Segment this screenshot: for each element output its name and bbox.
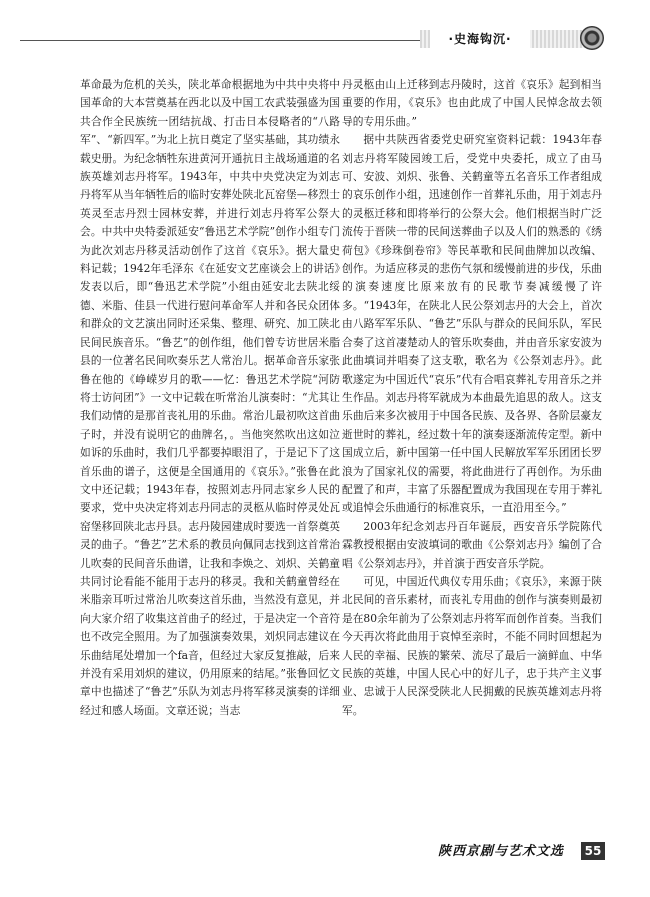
left-column (80, 76, 340, 836)
publication-title: 陕西京剧与艺术文选 (438, 844, 565, 859)
paragraph: 丹灵柩由山上迁移到志丹陵时，这首《哀乐》起到相当重要的作用，《哀乐》也由此成了中国人民悼念故去领导的专用乐曲。” (342, 78, 602, 128)
paragraph: 2003年纪念刘志丹百年诞辰，西安音乐学院陈代霖教授根据由安波填词的歌曲《公祭刘志丹》编创了合唱《公祭刘志丹》，并首演于西安音乐学院。 (342, 519, 602, 570)
paragraph: 可见，中国近代典仪专用乐曲；《哀乐》，来源于陕北民间的音乐素材，而丧礼专用曲的创作与演奏则最初是在80余年前为了公祭刘志丹将军而创作首奏。当我们今天再次将此曲用于哀悼至亲时，不能不同时回想起为人民的幸福、民族的繁荣、流尽了最后一滴鲜血、中华民族的英雄，中国人民心中的好儿子，忠于共产主义事业、忠诚于人民深受陕北人民拥戴的民族英雄刘志丹将军。 (342, 574, 602, 717)
emblem-icon (580, 26, 604, 50)
page-header (0, 0, 650, 62)
page-number: 55 (581, 842, 605, 860)
section-title: ·史海钩沉· (430, 30, 530, 48)
paragraph: 据中共陕西省委党史研究室资料记载：1943年春刘志丹将军陵园竣工后，受党中央委托，成立了由马可、安波、刘炽、张鲁、关鹤童等五名音乐工作者组成的哀乐创作小组，迅速创作一首葬礼乐曲，用于刘志丹的灵柩迁移和即将举行的公祭大会。他们根据当时广泛流传于晋陕一带的民间送葬曲子以及人们的熟悉的《绣荷包》《珍珠倒卷帘》等民革歌和民间曲牌加以改编、创作。为适应移灵的悲伤气氛和缓慢前进的步伐，乐曲的演奏速度比原来放有的民歌节奏减缓慢了许多。“1943年，在陕北人民公祭刘志丹的大会上，首次由八路军军乐队、“鲁艺”乐队与群众的民间乐队，军民合奏了这首凄楚动人的管乐吹奏曲，并由音乐家安波为此曲填词并唱奏了这支歌，歌名为《公祭刘志丹》。此歌遂定为中国近代“哀乐”代有合唱哀葬礼专用音乐之并生作品。刘志丹将军就成为本曲最先追思的敌人。这支乐曲后来多次被用于中国各民族、及各界、各阶层豪友逝世时的葬礼，经过数十年的演奏逐渐流传定型。新中国成立后，新中国第一任中国人民解放军军乐团团长罗浪为了国家礼仪的需要，将此曲进行了再创作。为乐曲配置了和声，丰富了乐器配置成为我国现在专用于葬礼或追悼会乐曲通行的标准哀乐，一直沿用至今。” (342, 133, 602, 515)
right-column (342, 76, 602, 836)
paragraph: 革命最为危机的关头，陕北革命根据地为中共中央将中国革命的大本营奠基在西北以及中国工农武装强盛为国共合作全民族统一团结抗战、打击日本侵略者的“八路军”、“新四军。”为北上抗日奠定了坚实基础，其功绩永载史册。为纪念牺牲东进黄河开通抗日主战场通道的名族英雄刘志丹将军。1943年，中共中央党决定为刘志丹将军从当年牺牲后的临时安葬处陕北瓦窑堡—移烈士英灵至志丹烈士园林安葬，并进行刘志丹将军公祭大会。中共中央特委派延安“鲁迅艺术学院”创作小组专门为此次刘志丹移灵活动创作了这首《哀乐》。据大量史料记载；1942年毛泽东《在延安文艺座谈会上的讲话》发表以后，即“鲁迅艺术学院”小组由延安北去陕北绥德、米脂、佳县一代进行慰问革命军人并和各民众团体和群众的文艺演出同时还采集、整理、研究、加工陕北民间民族音乐。“鲁艺”的创作组，他们曾专访世居米脂县的一位著名民间吹奏乐艺人常治儿。据革命音乐家张鲁在他的《峥嵘岁月的歌——忆：鲁迅艺术学院“河防将士访问团”》一文中记载在听常治儿演奏时：“尤其让我们动情的是那首丧礼用的乐曲。常治儿最初吹这首曲子时，并没有说明它的曲牌名，。当他突然吹出这如泣如诉的乐曲时，我们几乎都要掉眼泪了，于是记下了这首乐曲的谱子，这便是全国通用的《哀乐》。”张鲁在此文中还记载；1943年春，按照刘志丹同志家乡人民的要求，党中央决定将刘志丹同志的灵柩从临时停灵处瓦窑堡移回陕北志丹县。志丹陵园建成时要选一首祭奠英灵的曲子。“鲁艺”艺术系的教员向佩同志找到这首常治儿吹奏的民间音乐曲谱，让我和李焕之、刘炽、关鹤童共同讨论看能不能用于志丹的移灵。我和关鹤童曾经在米脂亲耳听过常治儿吹奏这首乐曲，当然没有意见，并向大家介绍了收集这首曲子的经过，于是决定一个音符也不改完全照用。为了加强演奏效果，刘炽同志建议在乐曲结尾处增加一个fa音，但经过大家反复推敲，后来并没有采用刘炽的建议，仍用原来的结尾。”张鲁回忆文章中也描述了“鲁艺”乐队为刘志丹将军移灵演奏的详细经过和感人场面。文章还说；当志 (80, 78, 340, 717)
page-footer (0, 838, 650, 868)
